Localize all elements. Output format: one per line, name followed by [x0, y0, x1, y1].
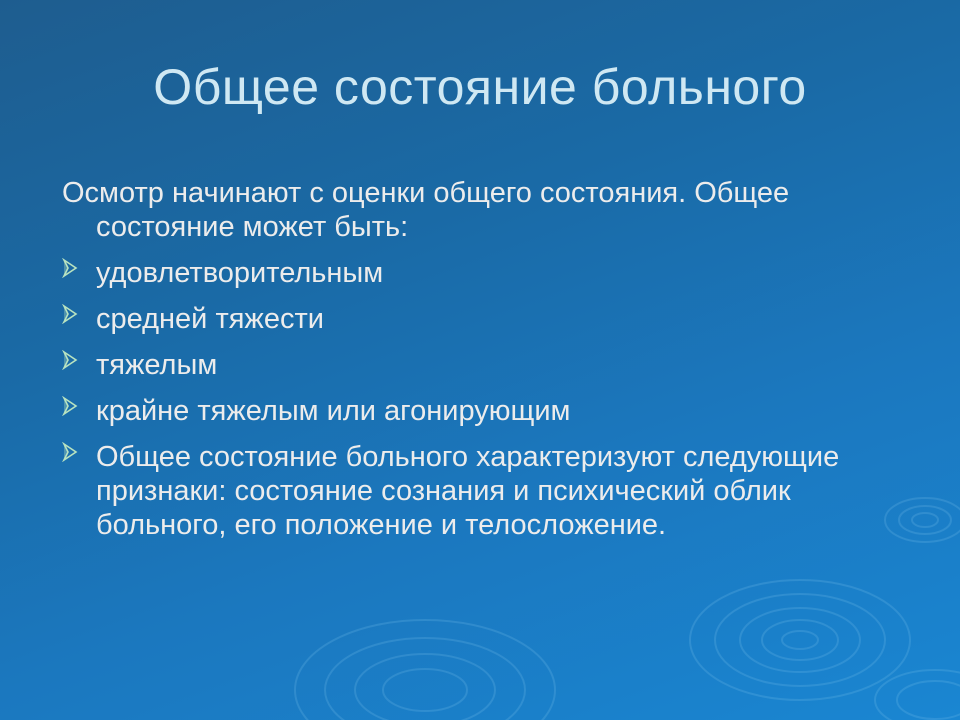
- arrowhead-bullet-icon: [62, 258, 80, 280]
- slide-body: [62, 176, 922, 554]
- arrowhead-bullet-icon: [62, 396, 80, 418]
- list-item-text: тяжелым: [96, 349, 218, 381]
- arrowhead-bullet-icon: [62, 442, 80, 464]
- list-item-text: удовлетворительным: [96, 257, 384, 289]
- list-item: [62, 348, 922, 382]
- list-item: [62, 440, 922, 542]
- arrowhead-bullet-icon: [62, 350, 80, 372]
- list-item-text: средней тяжести: [96, 303, 324, 335]
- bullet-list: [62, 256, 922, 542]
- list-item-text: крайне тяжелым или агонирующим: [96, 395, 571, 427]
- arrowhead-bullet-icon: [62, 304, 80, 326]
- list-item: [62, 394, 922, 428]
- list-item: [62, 256, 922, 290]
- intro-paragraph: Осмотр начинают с оценки общего состояния. Общее состояние может быть:: [62, 177, 790, 243]
- slide-title: Общее состояние больного: [153, 59, 807, 115]
- list-item: [62, 302, 922, 336]
- list-item-text: Общее состояние больного характеризуют следующие признаки: состояние сознания и психический облик больного, его положение и телосложение.: [96, 441, 840, 541]
